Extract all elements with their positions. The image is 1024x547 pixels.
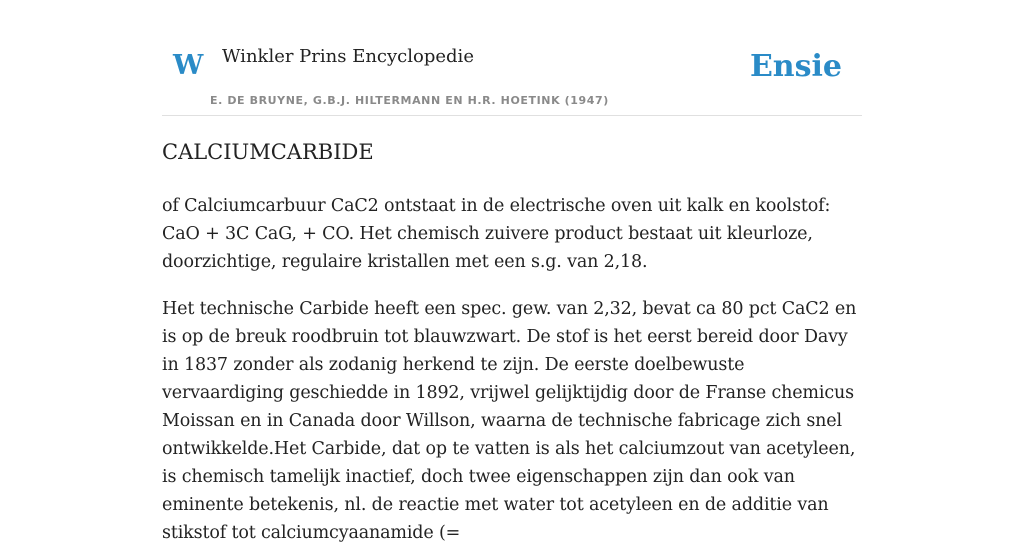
- source-title[interactable]: Winkler Prins Encyclopedie: [222, 46, 474, 67]
- article-title: CALCIUMCARBIDE: [162, 140, 374, 164]
- article-paragraph-1: of Calciumcarbuur CaC2 ontstaat in de electrische oven uit kalk en koolstof: CaO + 3C CaG, + CO. Het chemisch zuivere product bestaat uit kleurloze, doorzichtige, regulaire kristallen met een s.g. van 2,18.: [162, 196, 831, 272]
- winkler-prins-logo-icon[interactable]: W: [173, 50, 204, 81]
- source-authors: E. DE BRUYNE, G.B.J. HILTERMANN EN H.R. HOETINK (1947): [210, 94, 609, 107]
- article-paragraph-2: Het technische Carbide heeft een spec. gew. van 2,32, bevat ca 80 pct CaC2 en is op de breuk roodbruin tot blauwzwart. De stof is het eerst bereid door Davy in 1837 zonder als zodanig herkend te zijn. De eerste doelbewuste vervaardiging geschiedde in 1892, vrijwel gelijktijdig door de Franse chemicus Moissan en in Canada door Willson, waarna de technische fabricage zich snel ontwikkelde.Het Carbide, dat op te vatten is als het calciumzout van acetyleen, is chemisch tamelijk inactief, doch twee eigenschappen zijn dan ook van eminente betekenis, nl. de reactie met water tot acetyleen en de additie van stikstof tot calciumcyaanamide (=: [162, 299, 857, 543]
- article-card: [162, 0, 862, 543]
- header-divider: [162, 115, 862, 116]
- ensie-brand-logo[interactable]: Ensie: [749, 49, 842, 84]
